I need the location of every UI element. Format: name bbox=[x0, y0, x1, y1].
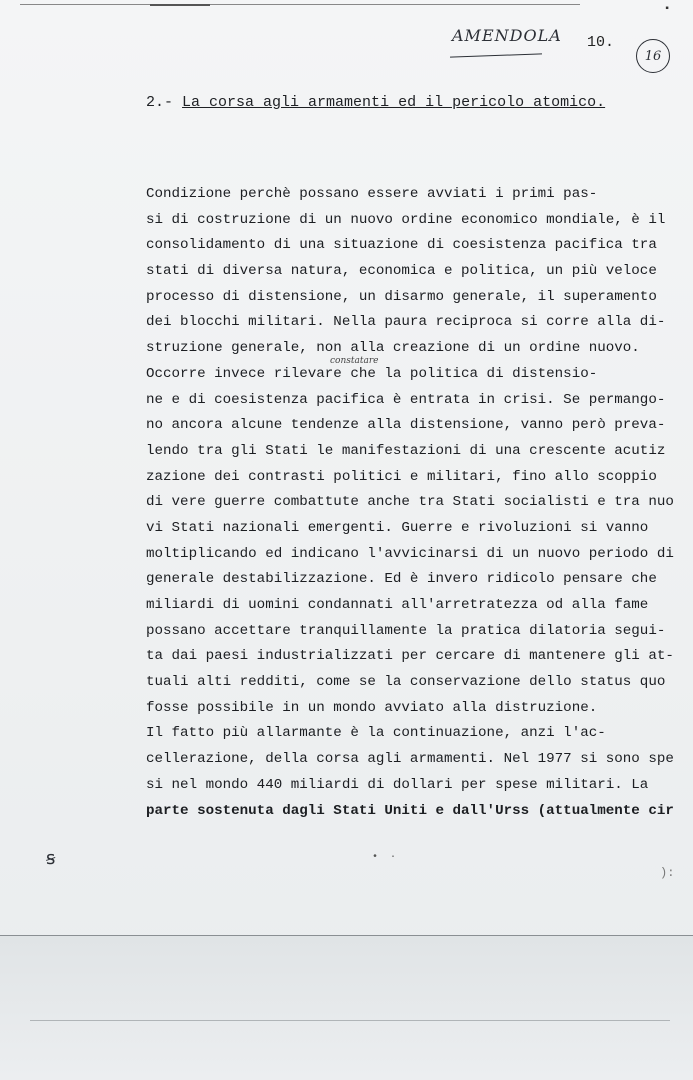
text-line: Condizione perchè possano essere avviati i primi pas- bbox=[146, 186, 598, 202]
body-text bbox=[146, 182, 676, 824]
text-line: parte sostenuta dagli Stati Uniti e dall'Urss (attualmente cir bbox=[146, 802, 674, 819]
text-line: Occorre invece rilevare che la politica di distensio- bbox=[146, 365, 598, 382]
text-line: generale destabilizzazione. Ed è invero ridicolo pensare che bbox=[146, 571, 657, 588]
section-title: La corsa agli armamenti ed il pericolo atomico. bbox=[182, 94, 606, 111]
margin-mark: ꞩ bbox=[46, 850, 56, 870]
text-line: vi Stati nazionali emergenti. Guerre e rivoluzioni si vanno bbox=[146, 519, 649, 536]
ink-specks: • · bbox=[372, 852, 400, 863]
text-line: dei blocchi militari. Nella paura reciproca si corre alla di- bbox=[146, 314, 666, 331]
text-line: tuali alti redditi, come se la conservazione dello status quo bbox=[146, 674, 666, 691]
handwritten-underline bbox=[450, 53, 542, 57]
text-line: si di costruzione di un nuovo ordine economico mondiale, è il bbox=[146, 211, 666, 228]
text-line: stati di diversa natura, economica e politica, un più veloce bbox=[146, 263, 657, 280]
text-line: Il fatto più allarmante è la continuazione, anzi l'ac- bbox=[146, 725, 606, 742]
handwritten-author-name: AMENDOLA bbox=[452, 26, 562, 45]
page-top-edge bbox=[20, 4, 580, 5]
handwritten-correction: constatare bbox=[330, 356, 379, 366]
corner-mark: ▪ bbox=[664, 4, 671, 15]
text-line: moltiplicando ed indicano l'avvicinarsi di un nuovo periodo di bbox=[146, 545, 674, 562]
text-line: ta dai paesi industrializzati per cercare di mantenere gli at- bbox=[146, 648, 674, 665]
section-heading bbox=[146, 94, 605, 111]
text-line: zazione dei contrasti politici e militari, fino allo scoppio bbox=[146, 468, 657, 485]
text-line: lendo tra gli Stati le manifestazioni di una crescente acutiz bbox=[146, 442, 666, 459]
text-line: miliardi di uomini condannati all'arretratezza od alla fame bbox=[146, 597, 649, 613]
text-line: possano accettare tranquillamente la pratica dilatoria segui- bbox=[146, 622, 666, 639]
text-line: processo di distensione, un disarmo generale, il superamento bbox=[146, 288, 657, 305]
text-line: fosse possibile in un mondo avviato alla distruzione. bbox=[146, 699, 598, 716]
text-line: cellerazione, della corsa agli armamenti. Nel 1977 si sono spe bbox=[146, 751, 674, 768]
page-top-edge-mark bbox=[150, 4, 210, 6]
section-number: 2.- bbox=[146, 94, 174, 111]
page-number: 10. bbox=[587, 34, 615, 51]
bottom-rule bbox=[30, 1020, 670, 1021]
text-line: no ancora alcune tendenze alla distensione, vanno però preva- bbox=[146, 417, 666, 434]
circled-folio-stamp: 16 bbox=[636, 39, 670, 73]
text-line: ne e di coesistenza pacifica è entrata in crisi. Se permango- bbox=[146, 391, 666, 408]
lower-margin bbox=[0, 936, 693, 1080]
text-line: di vere guerre combattute anche tra Stati socialisti e tra nuo bbox=[146, 494, 674, 511]
text-line: si nel mondo 440 miliardi di dollari per spese militari. La bbox=[146, 776, 649, 793]
right-margin-mark: ): bbox=[660, 866, 675, 880]
text-line: consolidamento di una situazione di coesistenza pacifica tra bbox=[146, 237, 657, 254]
text-line: struzione generale, non alla creazione di un ordine nuovo. bbox=[146, 340, 640, 357]
